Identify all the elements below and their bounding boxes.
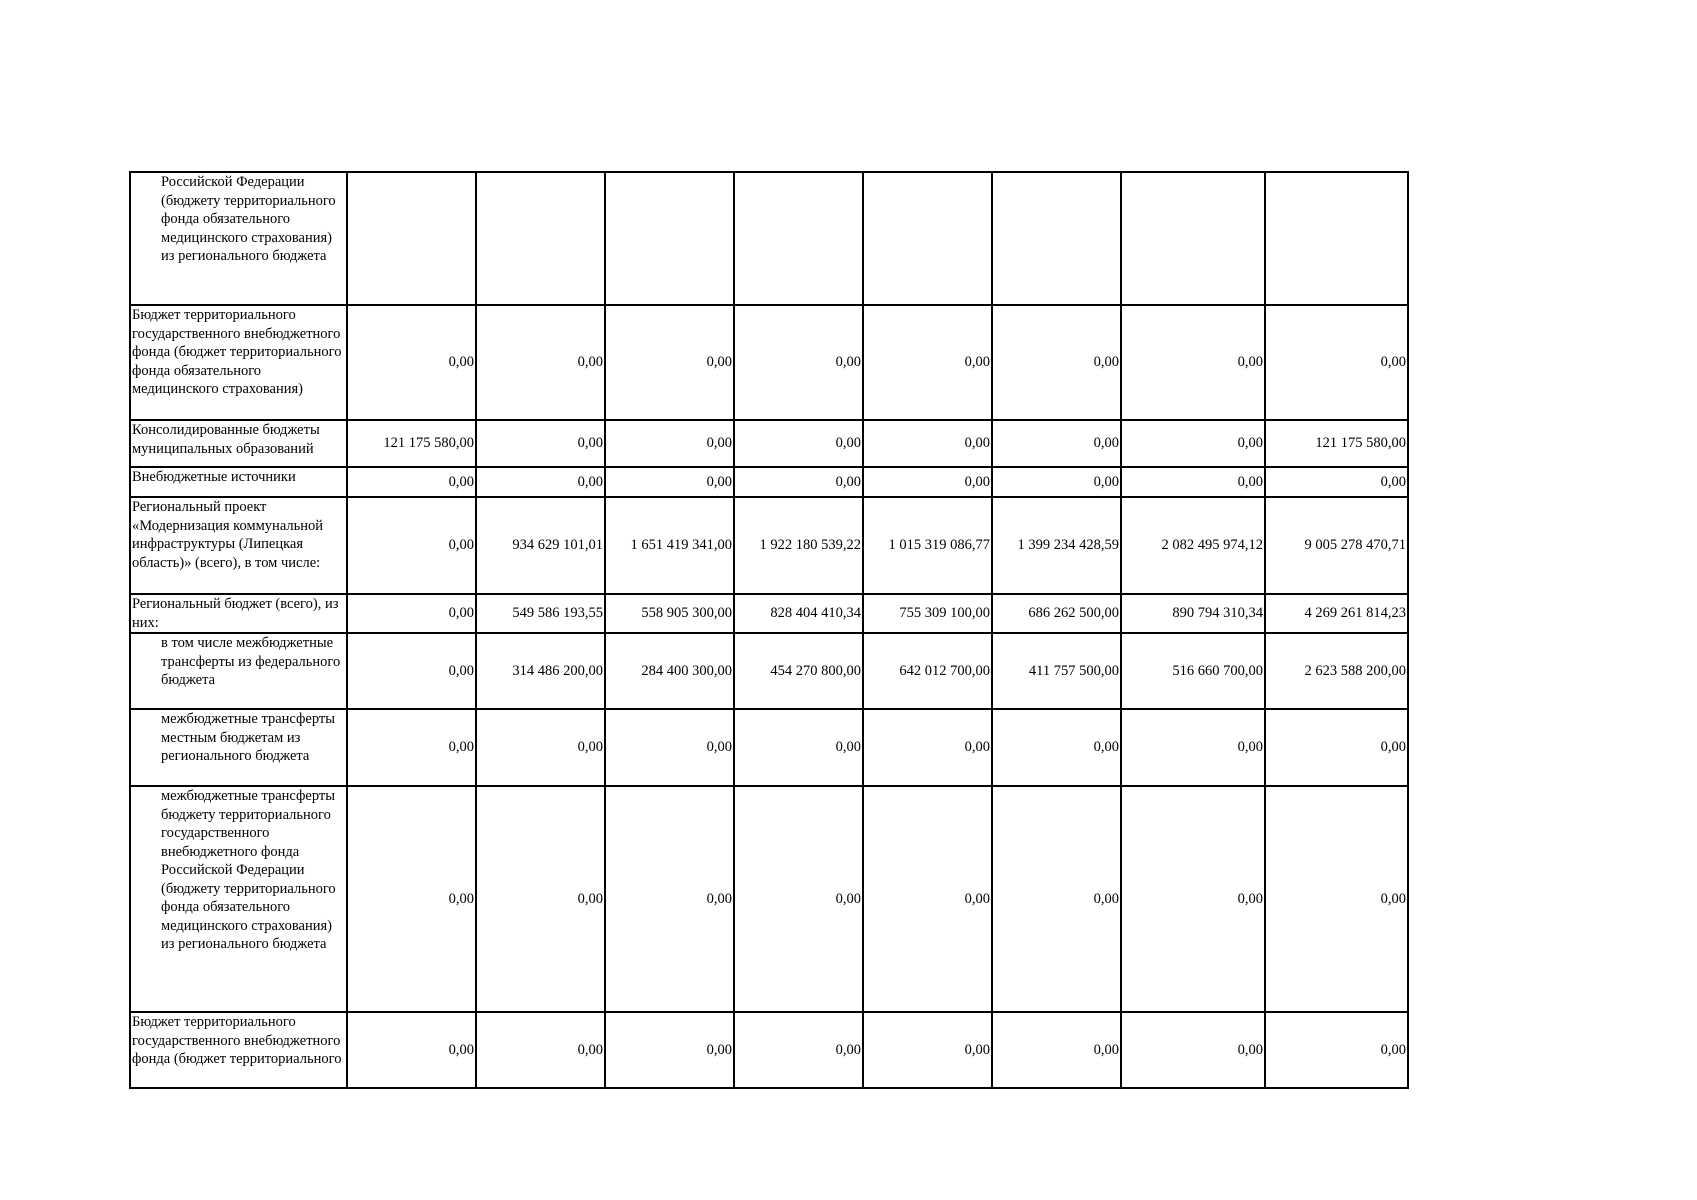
table-row: [130, 467, 1408, 497]
value-cell: 0,00: [347, 497, 476, 594]
value-cell: 0,00: [734, 305, 863, 420]
table-row: [130, 172, 1408, 305]
value-cell: 1 651 419 341,00: [605, 497, 734, 594]
value-cell: 0,00: [863, 305, 992, 420]
table-row: [130, 594, 1408, 633]
row-label: в том числе межбюджетные трансферты из федерального бюджета: [161, 635, 341, 688]
value-cell: 0,00: [1121, 1012, 1265, 1088]
value-cell: 0,00: [605, 709, 734, 786]
value-cell: [863, 172, 992, 305]
value-cell: 0,00: [863, 1012, 992, 1088]
table-row: [130, 305, 1408, 420]
row-label-cell: [130, 420, 347, 467]
value-cell: 549 586 193,55: [476, 594, 605, 633]
value-cell: 121 175 580,00: [1265, 420, 1408, 467]
value-cell: [476, 172, 605, 305]
value-cell: 0,00: [347, 633, 476, 709]
value-cell: 890 794 310,34: [1121, 594, 1265, 633]
value-cell: 0,00: [476, 305, 605, 420]
value-cell: 1 399 234 428,59: [992, 497, 1121, 594]
value-cell: 0,00: [734, 709, 863, 786]
table-body: [130, 172, 1408, 1088]
value-cell: 642 012 700,00: [863, 633, 992, 709]
value-cell: 0,00: [1265, 467, 1408, 497]
value-cell: [605, 172, 734, 305]
value-cell: 0,00: [734, 786, 863, 1012]
row-label-cell: [130, 594, 347, 633]
value-cell: 0,00: [992, 305, 1121, 420]
value-cell: 314 486 200,00: [476, 633, 605, 709]
value-cell: 0,00: [1121, 305, 1265, 420]
value-cell: 558 905 300,00: [605, 594, 734, 633]
row-label: Региональный проект «Модернизация коммунальной инфраструктуры (Липецкая область)» (всего), в том числе:: [132, 499, 323, 571]
value-cell: 0,00: [1121, 709, 1265, 786]
row-label-cell: [130, 786, 347, 1012]
row-label-cell: [130, 497, 347, 594]
row-label-cell: [130, 305, 347, 420]
value-cell: [347, 172, 476, 305]
value-cell: 0,00: [476, 420, 605, 467]
value-cell: 1 015 319 086,77: [863, 497, 992, 594]
value-cell: 0,00: [992, 467, 1121, 497]
value-cell: 686 262 500,00: [992, 594, 1121, 633]
value-cell: 934 629 101,01: [476, 497, 605, 594]
value-cell: 284 400 300,00: [605, 633, 734, 709]
row-label: межбюджетные трансферты бюджету территориального государственного внебюджетного фонда Российской Федерации (бюджету территориального фонда обязательного медицинского страхования) из регионального бюджета: [161, 788, 336, 952]
value-cell: 828 404 410,34: [734, 594, 863, 633]
value-cell: 0,00: [1265, 786, 1408, 1012]
value-cell: 0,00: [476, 786, 605, 1012]
table-row: [130, 1012, 1408, 1088]
value-cell: 0,00: [992, 420, 1121, 467]
value-cell: 0,00: [992, 786, 1121, 1012]
row-label-cell: [130, 709, 347, 786]
value-cell: 0,00: [1121, 786, 1265, 1012]
value-cell: 0,00: [734, 420, 863, 467]
value-cell: 0,00: [347, 467, 476, 497]
value-cell: 0,00: [605, 467, 734, 497]
value-cell: [734, 172, 863, 305]
row-label: Бюджет территориального государственного внебюджетного фонда (бюджет территориального: [132, 1014, 342, 1067]
value-cell: 0,00: [605, 786, 734, 1012]
value-cell: 0,00: [605, 1012, 734, 1088]
value-cell: 0,00: [1121, 467, 1265, 497]
value-cell: 0,00: [734, 467, 863, 497]
value-cell: 0,00: [347, 594, 476, 633]
value-cell: 0,00: [605, 420, 734, 467]
budget-table: [129, 171, 1409, 1089]
value-cell: 9 005 278 470,71: [1265, 497, 1408, 594]
row-label: Бюджет территориального государственного внебюджетного фонда (бюджет территориального фонда обязательного медицинского страхования): [132, 307, 342, 397]
value-cell: 2 623 588 200,00: [1265, 633, 1408, 709]
value-cell: 0,00: [1265, 1012, 1408, 1088]
row-label-cell: [130, 1012, 347, 1088]
value-cell: [992, 172, 1121, 305]
value-cell: 0,00: [347, 305, 476, 420]
table-row: [130, 709, 1408, 786]
value-cell: 0,00: [863, 786, 992, 1012]
value-cell: 0,00: [347, 709, 476, 786]
row-label-cell: [130, 467, 347, 497]
value-cell: 454 270 800,00: [734, 633, 863, 709]
row-label: Консолидированные бюджеты муниципальных образований: [132, 422, 320, 457]
value-cell: 2 082 495 974,12: [1121, 497, 1265, 594]
value-cell: 0,00: [1265, 709, 1408, 786]
value-cell: 0,00: [863, 420, 992, 467]
value-cell: 755 309 100,00: [863, 594, 992, 633]
table-row: [130, 633, 1408, 709]
value-cell: 0,00: [1121, 420, 1265, 467]
value-cell: 4 269 261 814,23: [1265, 594, 1408, 633]
value-cell: [1265, 172, 1408, 305]
value-cell: 0,00: [476, 709, 605, 786]
value-cell: [1121, 172, 1265, 305]
row-label: Внебюджетные источники: [132, 469, 296, 485]
value-cell: 516 660 700,00: [1121, 633, 1265, 709]
row-label: межбюджетные трансферты местным бюджетам из регионального бюджета: [161, 711, 335, 764]
value-cell: 0,00: [863, 709, 992, 786]
value-cell: 0,00: [734, 1012, 863, 1088]
row-label-cell: [130, 633, 347, 709]
table-row: [130, 497, 1408, 594]
value-cell: 0,00: [1265, 305, 1408, 420]
value-cell: 0,00: [605, 305, 734, 420]
value-cell: 0,00: [992, 1012, 1121, 1088]
value-cell: 0,00: [476, 1012, 605, 1088]
value-cell: 0,00: [476, 467, 605, 497]
value-cell: 121 175 580,00: [347, 420, 476, 467]
value-cell: 0,00: [863, 467, 992, 497]
table-row: [130, 420, 1408, 467]
value-cell: 0,00: [347, 786, 476, 1012]
value-cell: 0,00: [992, 709, 1121, 786]
row-label: Российской Федерации (бюджету территориального фонда обязательного медицинского страхования) из регионального бюджета: [161, 174, 336, 264]
row-label-cell: [130, 172, 347, 305]
value-cell: 0,00: [347, 1012, 476, 1088]
value-cell: 1 922 180 539,22: [734, 497, 863, 594]
value-cell: 411 757 500,00: [992, 633, 1121, 709]
table-row: [130, 786, 1408, 1012]
row-label: Региональный бюджет (всего), из них:: [132, 596, 339, 631]
